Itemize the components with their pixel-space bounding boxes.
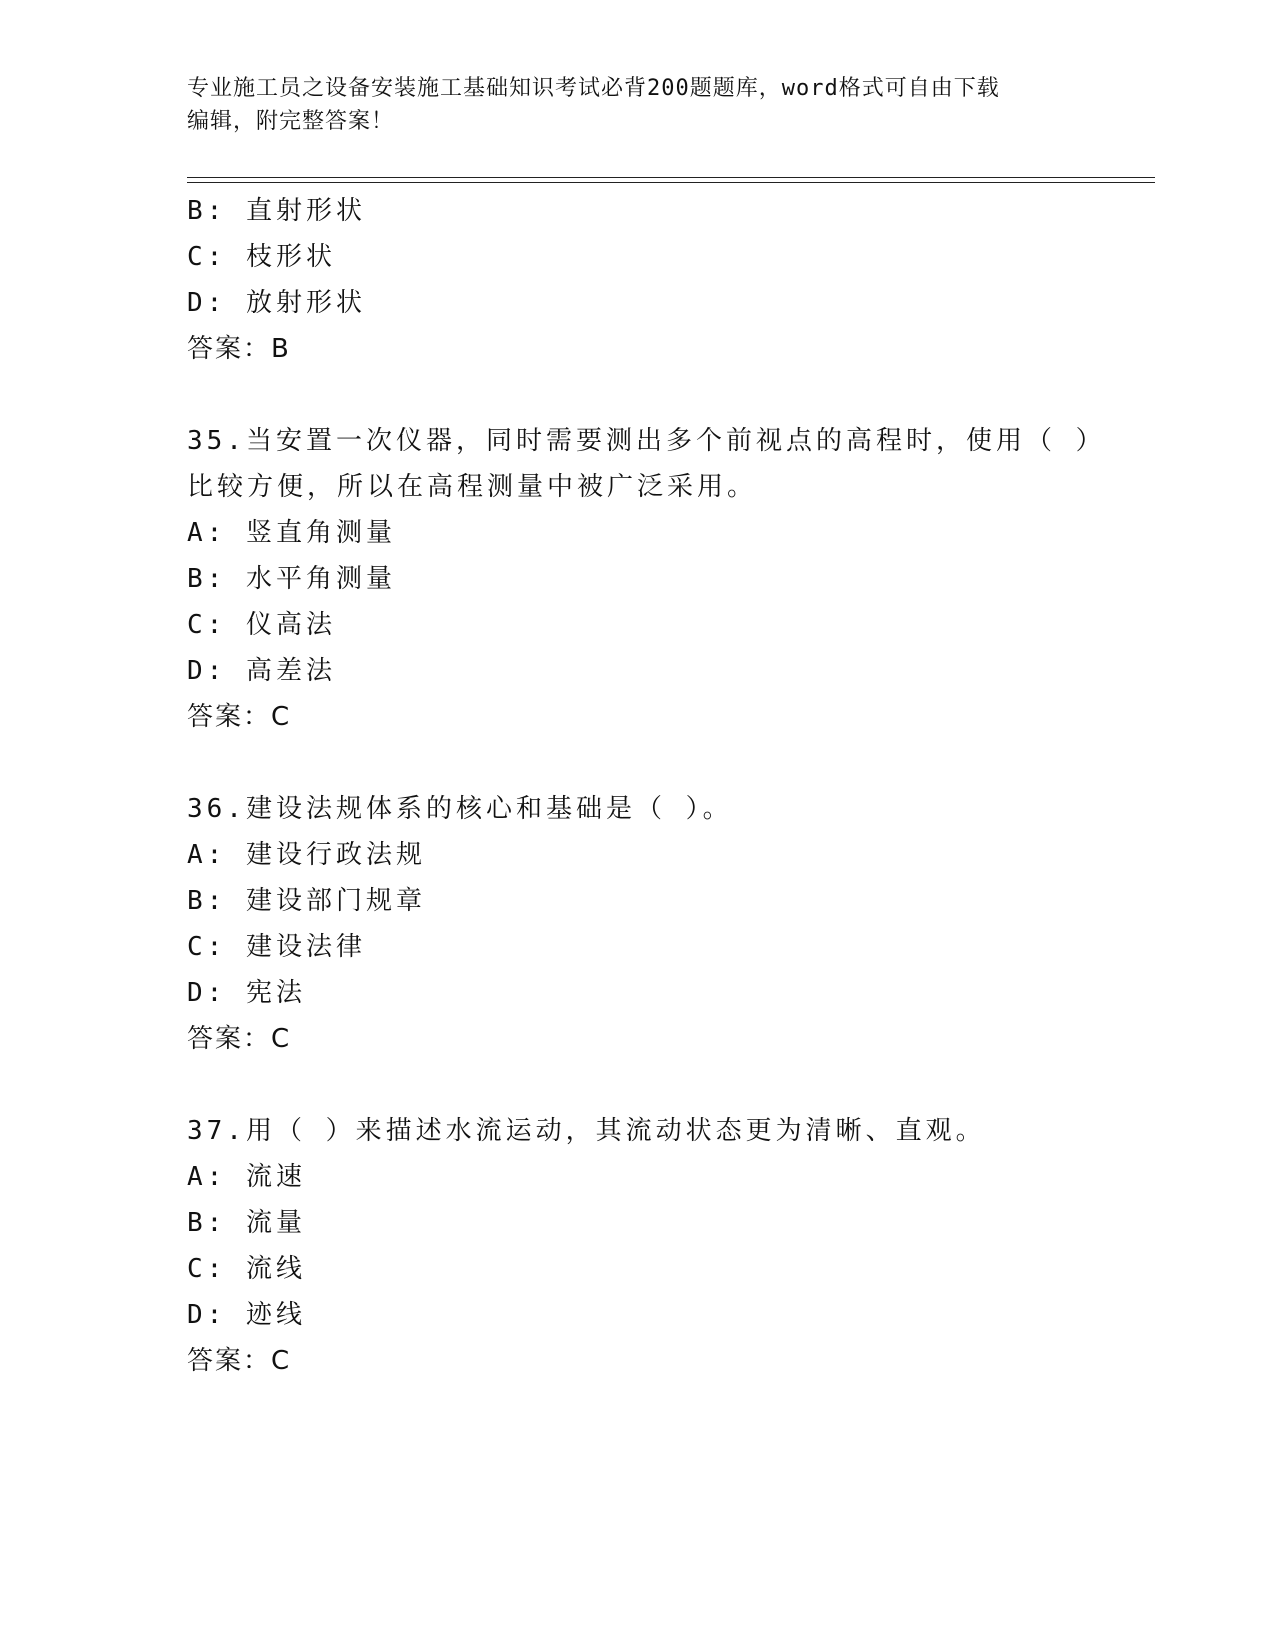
header-divider-bottom [187,182,1155,183]
question-stem-line: 37.用（ ）来描述水流运动，其流动状态更为清晰、直观。 [187,1116,986,1146]
header-divider-top [187,177,1155,178]
option-b: B: 流量 [187,1208,306,1238]
question-stem-line: 比较方便，所以在高程测量中被广泛采用。 [187,472,758,502]
page-header [187,72,1087,138]
option-d: D: 迹线 [187,1300,306,1330]
question-spacer [187,740,1107,786]
option-d: D: 放射形状 [187,288,366,318]
answer-line: 答案：C [187,1024,292,1054]
answer-line: 答案：B [187,334,291,364]
question-35 [187,418,1107,740]
option-c: C: 流线 [187,1254,306,1284]
question-spacer [187,372,1107,418]
option-c: C: 枝形状 [187,242,336,272]
question-37 [187,1108,1107,1384]
option-d: D: 宪法 [187,978,306,1008]
option-a: A: 竖直角测量 [187,518,396,548]
option-a: A: 建设行政法规 [187,840,426,870]
answer-line: 答案：C [187,1346,292,1376]
question-36 [187,786,1107,1062]
option-c: C: 建设法律 [187,932,366,962]
question-stem-line: 35.当安置一次仪器，同时需要测出多个前视点的高程时，使用（ ） [187,426,1106,456]
question-34-continued [187,188,1107,372]
question-stem-line: 36.建设法规体系的核心和基础是（ ）。 [187,794,733,824]
option-b: B: 建设部门规章 [187,886,426,916]
answer-line: 答案：C [187,702,292,732]
option-a: A: 流速 [187,1162,306,1192]
header-title-line-2: 编辑，附完整答案！ [187,109,395,134]
option-c: C: 仪高法 [187,610,336,640]
document-body [187,188,1107,1384]
option-d: D: 高差法 [187,656,336,686]
header-title-line-1: 专业施工员之设备安装施工基础知识考试必背200题题库，word格式可自由下载 [187,76,1000,101]
option-b: B: 直射形状 [187,196,366,226]
question-spacer [187,1062,1107,1108]
option-b: B: 水平角测量 [187,564,396,594]
